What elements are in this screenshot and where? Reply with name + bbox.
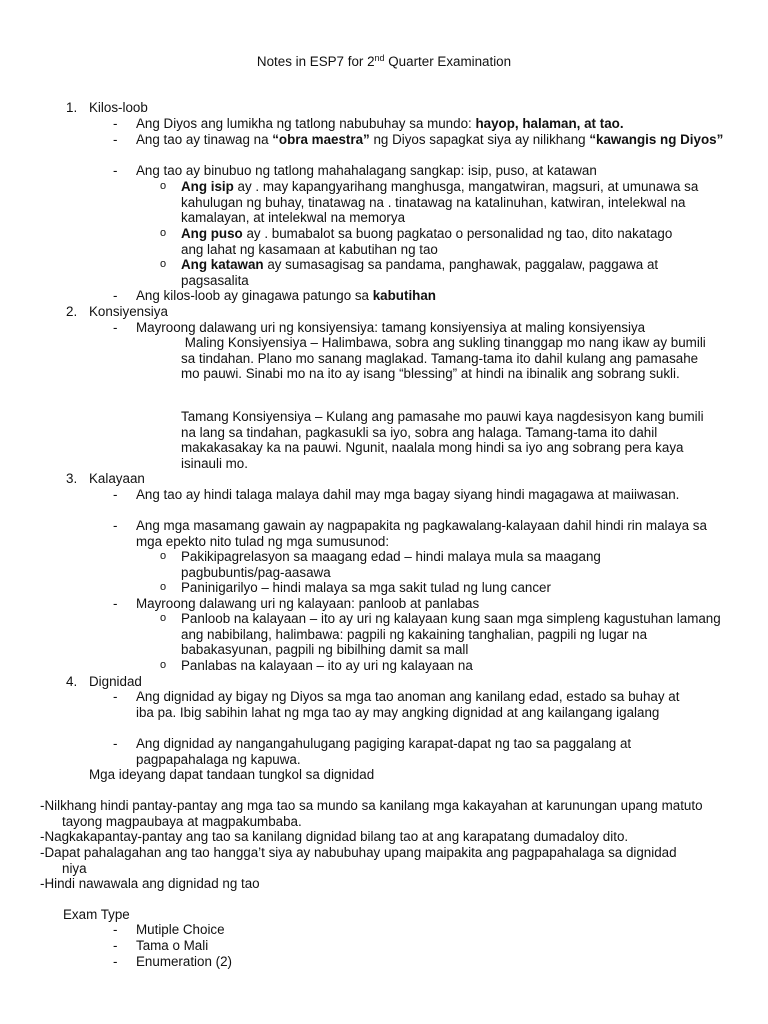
- list-dash: -: [113, 736, 118, 751]
- sub-list-item-text: ay sumasagisag sa pandama, panghawak, paggalaw, paggawa at pagsasalita: [181, 257, 659, 288]
- exam-item: Mutiple Choice: [136, 922, 225, 937]
- list-dash: -: [113, 689, 118, 704]
- list-item: Ang dignidad ay nangangahulugang pagiging karapat-dapat ng tao sa paggalang at pagpapahalaga ng kapuwa.: [136, 736, 632, 767]
- example-paragraph: Maling Konsiyensiya – Halimbawa, sobra ang sukling tinanggap mo nang ikaw ay bumili sa tindahan. Plano mo sanang maglakad. Tamang-tama ito dahil kulang ang pamasahe mo pauwi. Sinabi mo na ito ay isang “blessing” at hindi na ibinalik ang sobrang sukli.: [181, 335, 710, 382]
- idea-text: -Nagkakapantay-pantay ang tao sa kanilang dignidad bilang tao at ang karapatang dumadaloy dito.: [40, 829, 629, 844]
- sub-list-item-bold: Ang puso: [181, 226, 243, 241]
- title-text-end: Quarter Examination: [384, 54, 512, 69]
- sub-list-item: [181, 179, 721, 226]
- section-number: 1.: [66, 100, 78, 115]
- circle-bullet: o: [160, 612, 167, 624]
- circle-bullet: o: [160, 659, 167, 671]
- example-paragraph: Tamang Konsiyensiya – Kulang ang pamasahe mo pauwi kaya nagdesisyon kang bumili na lang sa tindahan, pagkasukli sa iyo, sobra ang halaga. Tamang-tama ito dahil makakasakay ka na pauwi. Ngunit, naalala mong hindi sa iyo ang sobrang pera kaya isinauli mo.: [181, 409, 704, 471]
- exam-heading: Exam Type: [63, 907, 130, 922]
- list-dash: -: [113, 487, 118, 502]
- sub-list-item: Panlabas na kalayaan – ito ay uri ng kalayaan na: [181, 658, 473, 673]
- section-heading: Dignidad: [89, 674, 142, 689]
- idea-item: [40, 829, 740, 845]
- sub-list-item: Pakikipagrelasyon sa maagang edad – hindi malaya mula sa maagang pagbubuntis/pag-aasawa: [181, 549, 601, 580]
- idea-text: -Hindi nawawala ang dignidad ng tao: [40, 876, 260, 891]
- list-item: Mayroong dalawang uri ng konsiyensiya: tamang konsiyensiya at maling konsiyensiya: [136, 320, 646, 335]
- circle-bullet: o: [160, 581, 167, 593]
- list-item-text: ng Diyos sapagkat siya ay nilikhang: [369, 132, 590, 147]
- sub-list-item-bold: Ang isip: [181, 179, 234, 194]
- exam-item: Enumeration (2): [136, 954, 233, 969]
- list-dash: -: [113, 288, 118, 303]
- idea-item: [40, 876, 700, 892]
- title-superscript: nd: [374, 53, 385, 63]
- idea-text: -Nilkhang hindi pantay-pantay ang mga tao sa mundo sa kanilang mga kakayahan at karunungan upang matuto tayong magpaubaya at magpakumbaba.: [40, 798, 703, 829]
- list-item-bold: “kawangis ng Diyos”: [589, 132, 724, 147]
- sub-list-item: Paninigarilyo – hindi malaya sa mga sakit tulad ng lung cancer: [181, 580, 551, 595]
- list-dash: -: [113, 320, 118, 335]
- idea-item: [40, 798, 710, 829]
- circle-bullet: o: [160, 227, 167, 239]
- exam-item: Tama o Mali: [136, 938, 209, 953]
- list-dash: -: [113, 518, 118, 533]
- list-dash: -: [113, 938, 118, 953]
- list-item: Ang tao ay binubuo ng tatlong mahahalagang sangkap: isip, puso, at katawan: [136, 163, 597, 178]
- list-item: Ang mga masamang gawain ay nagpapakita ng pagkawalang-kalayaan dahil hindi rin malaya sa mga epekto nito tulad ng mga sumusunod:: [136, 518, 707, 549]
- list-item-bold: kabutihan: [372, 288, 436, 303]
- circle-bullet: o: [160, 258, 167, 270]
- idea-text: -Dapat pahalagahan ang tao hangga’t siya ay nabubuhay upang maipakita ang pagpapahalaga sa dignidad niya: [40, 845, 677, 876]
- list-item: Ang dignidad ay bigay ng Diyos sa mga tao anoman ang kanilang edad, estado sa buhay at iba pa. Ibig sabihin lahat ng mga tao ay may angking dignidad at ang kailangang igalang: [136, 689, 680, 720]
- sub-list-item-text: ay . may kapangyarihang manghusga, mangatwiran, magsuri, at umunawa sa kahulugan ng buhay, tinatawag na . tinatawag na katalinuhan, katwiran, intelekwal na kamalayan, at intelekwal na memorya: [181, 179, 699, 226]
- sub-list-item-bold: Ang katawan: [181, 257, 264, 272]
- sub-list-item-text: ay . bumabalot sa buong pagkatao o personalidad ng tao, dito nakatago ang lahat ng kasamaan at kabutihan ng tao: [181, 226, 673, 257]
- list-item-text: Ang tao ay tinawag na: [136, 132, 273, 147]
- list-dash: -: [113, 596, 118, 611]
- list-dash: -: [113, 922, 118, 937]
- list-item: [136, 116, 726, 132]
- title-text: Notes in ESP7 for 2: [256, 54, 375, 69]
- ideas-heading: Mga ideyang dapat tandaan tungkol sa dignidad: [89, 767, 375, 782]
- sub-list-item: Panloob na kalayaan – ito ay uri ng kalayaan kung saan mga simpleng kagustuhan lamang ang nabibilang, halimbawa: pagpili ng kakaining tanghalian, pagpili ng lugar na babakasyunan, pagpili ng bibilhing damit sa mall: [181, 611, 721, 658]
- section-heading: Kilos-loob: [89, 100, 148, 115]
- list-dash: -: [113, 132, 118, 147]
- sub-list-item: [181, 226, 681, 257]
- list-item: Ang tao ay hindi talaga malaya dahil may mga bagay siyang hindi magagawa at maiiwasan.: [136, 487, 680, 502]
- list-item-text: Ang kilos-loob ay ginagawa patungo sa: [136, 288, 373, 303]
- section-number: 3.: [66, 471, 78, 486]
- circle-bullet: o: [160, 180, 167, 192]
- list-item-text: Ang Diyos ang lumikha ng tatlong nabubuhay sa mundo:: [136, 116, 476, 131]
- section-number: 2.: [66, 304, 78, 319]
- section-heading: Kalayaan: [89, 471, 145, 486]
- list-item: [136, 132, 728, 148]
- idea-item: [40, 845, 700, 876]
- section-number: 4.: [66, 674, 78, 689]
- list-item-bold: hayop, halaman, at tao.: [475, 116, 624, 131]
- list-item: Mayroong dalawang uri ng kalayaan: panloob at panlabas: [136, 596, 480, 611]
- list-dash: -: [113, 163, 118, 178]
- list-dash: -: [113, 116, 118, 131]
- circle-bullet: o: [160, 550, 167, 562]
- list-dash: -: [113, 954, 118, 969]
- list-item-bold: “obra maestra”: [272, 132, 370, 147]
- document-title: [0, 54, 768, 70]
- section-heading: Konsiyensiya: [89, 304, 168, 319]
- sub-list-item: [181, 257, 726, 288]
- list-item: [136, 288, 726, 304]
